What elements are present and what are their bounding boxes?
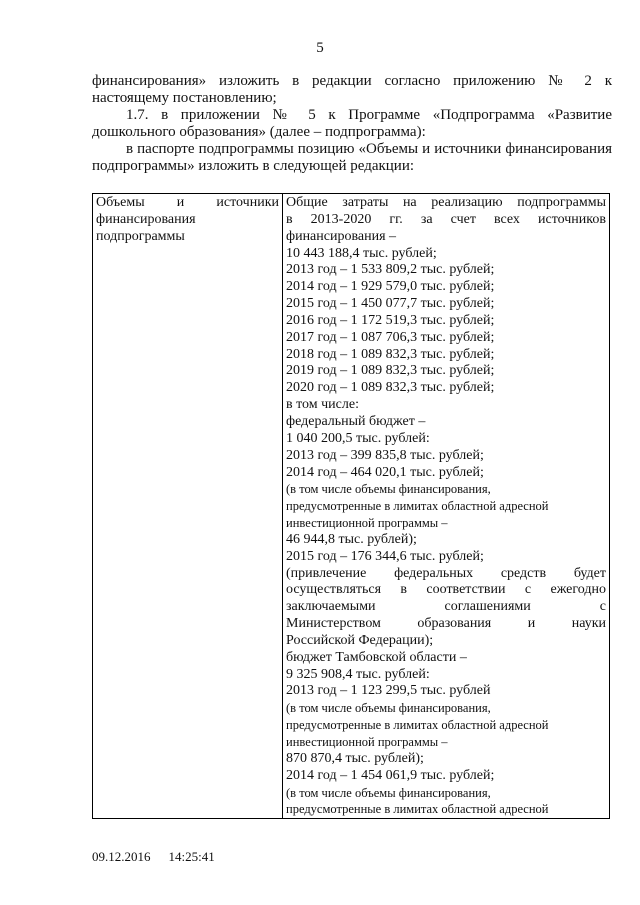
left-label-line-3: подпрограммы [96, 228, 185, 244]
financing-line: предусмотренные в лимитах областной адресной [286, 802, 549, 817]
financing-line: (в том числе объемы финансирования, [286, 785, 491, 800]
financing-line: 870 870,4 тыс. рублей); [286, 750, 424, 766]
footer-date: 09.12.2016 [92, 849, 151, 864]
left-label-line-1: Объемы и источники [96, 195, 279, 210]
right-cell [283, 194, 610, 819]
financing-line: 2014 год – 1 929 579,0 тыс. рублей; [286, 279, 495, 295]
financing-line: 2020 год – 1 089 832,3 тыс. рублей; [286, 380, 495, 396]
intro-paragraph-2: 1.7. в приложении № 5 к Программе «Подпрограмма «Развитие дошкольного образования» (далее – подпрограмма): [92, 107, 612, 140]
financing-line: 46 944,8 тыс. рублей); [286, 531, 417, 547]
financing-line: 9 325 908,4 тыс. рублей: [286, 666, 430, 682]
financing-line: (в том числе объемы финансирования, [286, 482, 491, 497]
table-row [93, 194, 610, 819]
passport-table [92, 193, 610, 819]
financing-line: 1 040 200,5 тыс. рублей: [286, 430, 430, 446]
financing-line: 2013 год – 1 123 299,5 тыс. рублей [286, 683, 491, 699]
financing-line: 2016 год – 1 172 519,3 тыс. рублей; [286, 312, 495, 328]
financing-line: Общие затраты на реализацию подпрограммы [286, 195, 606, 210]
financing-line: бюджет Тамбовской области – [286, 649, 467, 665]
intro-paragraph-3: в паспорте подпрограммы позицию «Объемы и источники финансирования подпрограммы» изложить в следующей редакции: [92, 141, 612, 174]
financing-line: 2017 год – 1 087 706,3 тыс. рублей; [286, 329, 495, 345]
financing-line: 2013 год – 399 835,8 тыс. рублей; [286, 447, 484, 463]
financing-line: заключаемыми соглашениями с [286, 599, 606, 615]
intro-line-1: финансирования» изложить в редакции согласно приложению № 2 к [92, 73, 612, 89]
financing-line: 2015 год – 176 344,6 тыс. рублей; [286, 548, 484, 564]
financing-line: 2015 год – 1 450 077,7 тыс. рублей; [286, 296, 495, 312]
financing-line: инвестиционной программы – [286, 516, 448, 531]
financing-line: федеральный бюджет – [286, 413, 426, 429]
financing-line: осуществляться в соответствии с ежегодно [286, 582, 606, 598]
financing-line: Российской Федерации); [286, 632, 434, 648]
intro-line-2: настоящему постановлению; [92, 90, 277, 106]
financing-line: 2014 год – 1 454 061,9 тыс. рублей; [286, 767, 495, 783]
footer-time: 14:25:41 [168, 849, 215, 864]
financing-line: Министерством образования и науки [286, 616, 606, 632]
financing-line: 2019 год – 1 089 832,3 тыс. рублей; [286, 363, 495, 379]
financing-line: (привлечение федеральных средств будет [286, 565, 606, 581]
footer-timestamp [92, 849, 215, 865]
left-label-line-2: финансирования [96, 211, 196, 227]
financing-line: предусмотренные в лимитах областной адресной [286, 718, 549, 733]
financing-line: 10 443 188,4 тыс. рублей; [286, 245, 437, 261]
financing-line: 2014 год – 464 020,1 тыс. рублей; [286, 464, 484, 480]
financing-line: 2013 год – 1 533 809,2 тыс. рублей; [286, 262, 495, 278]
page-number: 5 [316, 40, 324, 56]
financing-line: инвестиционной программы – [286, 735, 448, 749]
intro-text [92, 73, 612, 175]
financing-line: 2018 год – 1 089 832,3 тыс. рублей; [286, 346, 495, 362]
financing-line: предусмотренные в лимитах областной адресной [286, 499, 549, 514]
financing-line: в том числе: [286, 397, 359, 413]
financing-line: (в том числе объемы финансирования, [286, 701, 491, 716]
left-cell [93, 194, 283, 819]
financing-line: в 2013-2020 гг. за счет всех источников [286, 211, 606, 227]
financing-line: финансирования – [286, 228, 397, 244]
